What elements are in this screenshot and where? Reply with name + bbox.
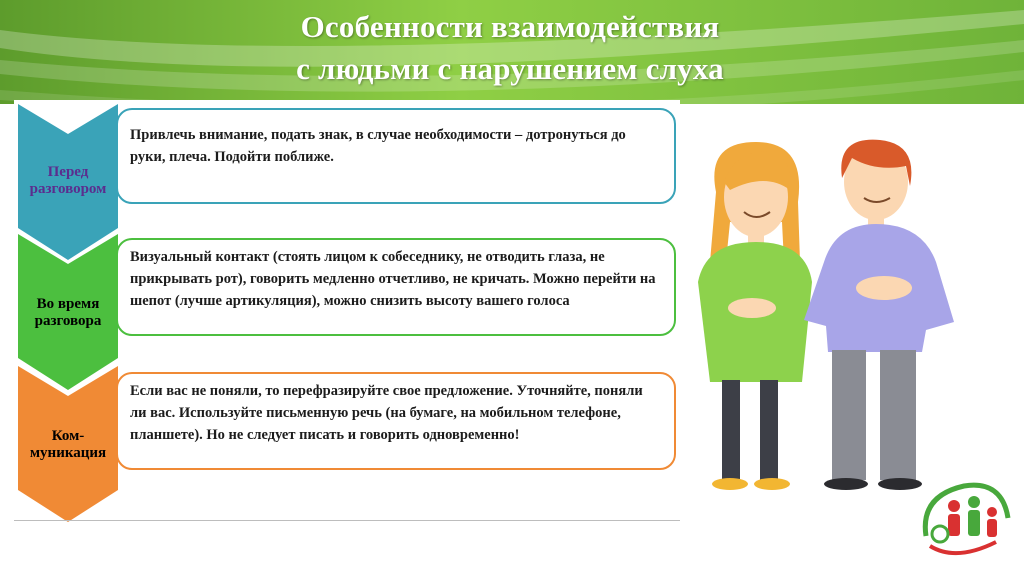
divider [14,520,680,521]
step-label-during: Во время разговора [34,296,102,329]
step-box-before [116,108,676,204]
step-text-before: Привлечь внимание, подать знак, в случае необходимости – дотронуться до руки, плеча. Подойти поближе. [130,127,626,165]
two-people-illustration [686,112,1002,500]
step-box-communication [116,372,676,470]
step-label-before: Перед разговором [29,164,107,197]
title-line-1: Особенности взаимодействия [300,9,720,44]
page-title [200,6,820,90]
step-text-communication: Если вас не поняли, то перефразируйте свое предложение. Уточняйте, поняли ли вас. Используйте письменную речь (на бумаге, на мобильном телефоне, планшете). Но не следует писать и говорить одновременно! [130,383,643,443]
title-line-2: с людьми с нарушением слуха [296,51,724,86]
step-box-during [116,238,676,336]
family-logo [916,476,1012,560]
step-text-during: Визуальный контакт (стоять лицом к собеседнику, не отводить глаза, не прикрывать рот), говорить медленно отчетливо, не кричать. Можно перейти на шепот (лучше артикуляция), можно снизить высоту вашего голоса [130,249,656,309]
step-label-communication: Ком- муникация [29,428,107,461]
